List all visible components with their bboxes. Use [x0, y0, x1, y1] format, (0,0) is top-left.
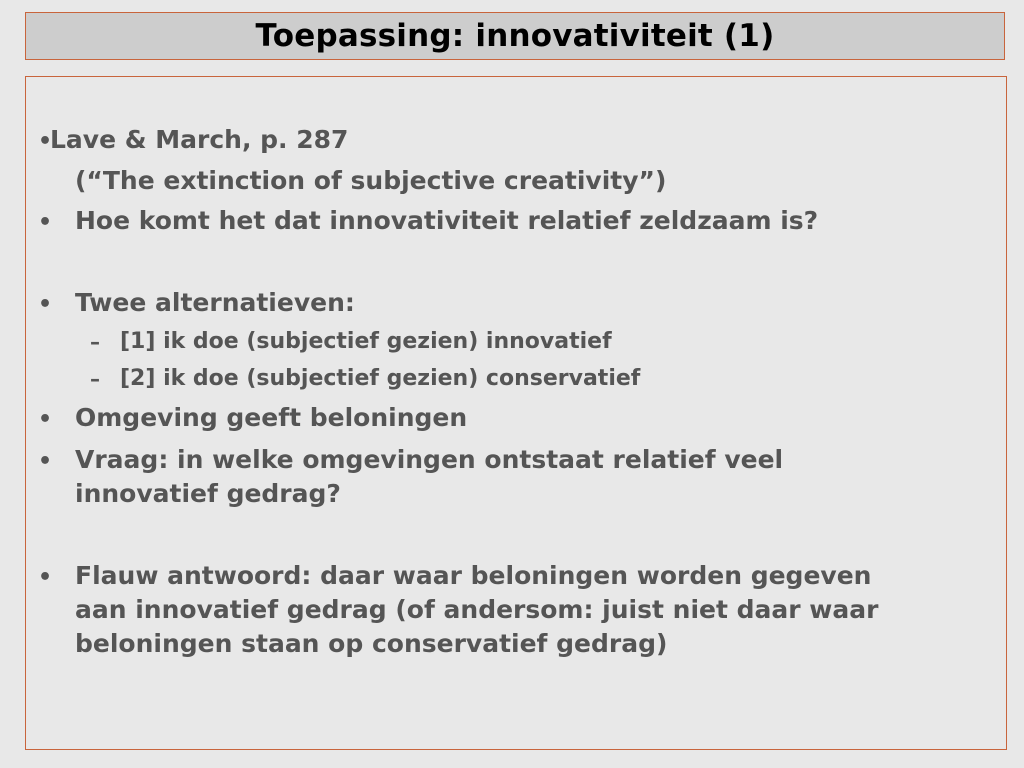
- bullet-text: Omgeving geeft beloningen: [75, 403, 468, 432]
- bullet-text-continuation: beloningen staan op conservatief gedrag): [75, 629, 668, 658]
- bullet-dot: •: [38, 449, 53, 474]
- bullet-text: Lave & March, p. 287: [50, 125, 349, 154]
- sub-bullet-text: [1] ik doe (subjectief gezien) innovatief: [120, 329, 612, 354]
- bullet-dot: •: [38, 210, 53, 235]
- slide-title: Toepassing: innovativiteit (1): [255, 18, 775, 54]
- bullet-dot: •: [38, 129, 53, 154]
- bullet-text: Flauw antwoord: daar waar beloningen worden gegeven: [75, 561, 872, 590]
- bullet-text-continuation: aan innovatief gedrag (of andersom: juist niet daar waar: [75, 595, 879, 624]
- bullet-text: Vraag: in welke omgevingen ontstaat relatief veel: [75, 445, 784, 474]
- sub-bullet-text: [2] ik doe (subjectief gezien) conservatief: [120, 366, 641, 391]
- bullet-dot: •: [38, 292, 53, 317]
- bullet-dot: •: [38, 565, 53, 590]
- bullet-text: Twee alternatieven:: [75, 288, 355, 317]
- sub-bullet-dash: –: [90, 330, 100, 354]
- slide-title-bar: [25, 12, 1005, 60]
- bullet-text-continuation: innovatief gedrag?: [75, 479, 341, 508]
- sub-bullet-dash: –: [90, 367, 100, 391]
- bullet-dot: •: [38, 407, 53, 432]
- bullet-text: Hoe komt het dat innovativiteit relatief zeldzaam is?: [75, 206, 819, 235]
- bullet-text-continuation: (“The extinction of subjective creativity”): [75, 166, 667, 195]
